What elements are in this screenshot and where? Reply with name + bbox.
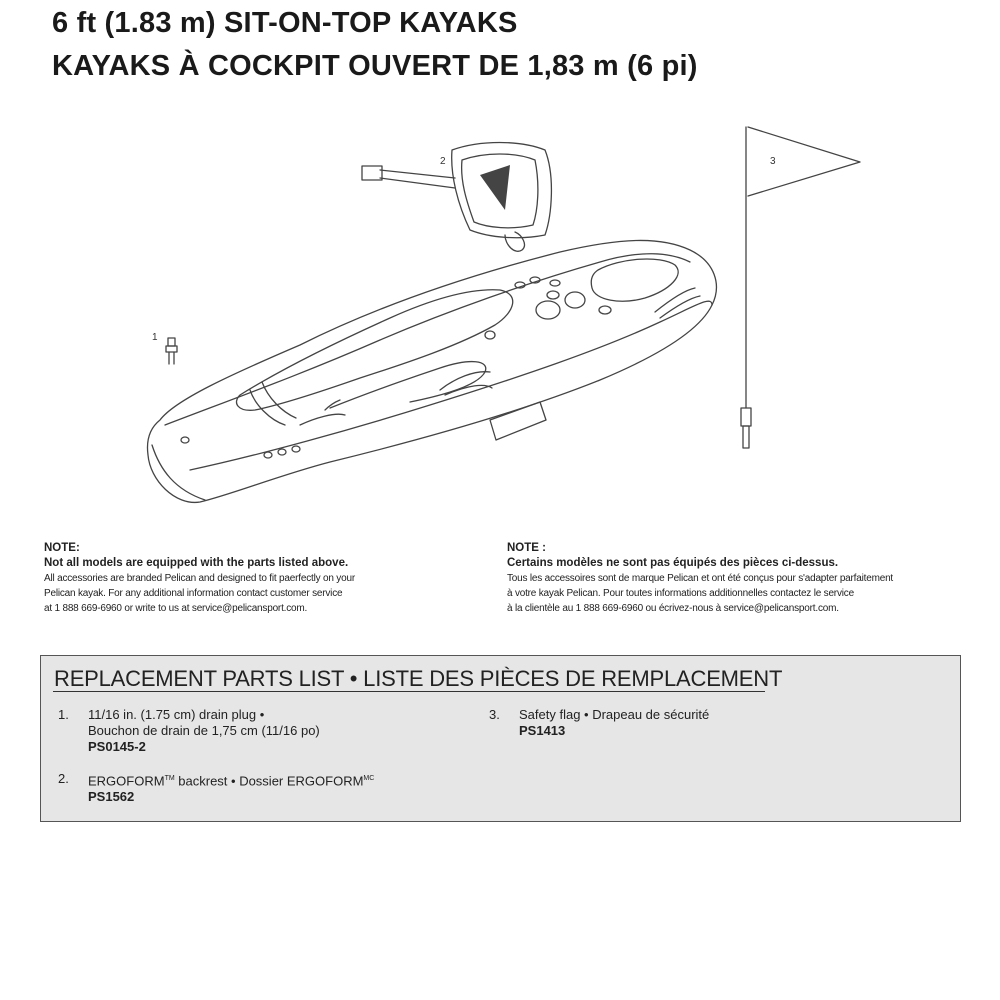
kayak-illustration: [148, 240, 717, 502]
note-line: at 1 888 669-6960 or write to us at service@pelicansport.com.: [44, 603, 308, 614]
note-line: à la clientèle au 1 888 669-6960 ou écrivez-nous à service@pelicansport.com.: [507, 603, 839, 614]
note-english: [44, 541, 424, 616]
part-description-fr: Bouchon de drain de 1,75 cm (11/16 po): [88, 723, 320, 738]
note-bold-line: Certains modèles ne sont pas équipés des pièces ci-dessus.: [507, 557, 839, 569]
part-number: 3.: [489, 707, 500, 722]
parts-list-title: REPLACEMENT PARTS LIST • LISTE DES PIÈCES DE REMPLACEMENT: [54, 666, 783, 691]
part-description: Safety flag • Drapeau de sécurité: [519, 707, 710, 722]
part-number: 2.: [58, 771, 69, 786]
title-french: KAYAKS À COCKPIT OUVERT DE 1,83 m (6 pi): [52, 50, 698, 82]
title-underline: [53, 691, 765, 692]
part-code: PS1562: [88, 789, 135, 805]
backrest-illustration: [362, 143, 551, 252]
callout-1: 1: [152, 332, 158, 343]
note-line: Pelican kayak. For any additional information contact customer service: [44, 588, 343, 599]
note-line: All accessories are branded Pelican and designed to fit paerfectly on your: [44, 573, 355, 584]
part-description: 11/16 in. (1.75 cm) drain plug •: [88, 707, 265, 722]
safety-flag-illustration: [741, 127, 860, 448]
note-heading: NOTE:: [44, 542, 80, 554]
replacement-parts-list: [40, 655, 961, 822]
part-code: PS1413: [519, 723, 566, 738]
note-bold-line: Not all models are equipped with the parts listed above.: [44, 557, 349, 569]
part-code: PS0145-2: [88, 739, 146, 754]
part-number: 1.: [58, 707, 69, 722]
note-french: [507, 541, 947, 616]
note-heading: NOTE :: [507, 542, 546, 554]
title-english: 6 ft (1.83 m) SIT-ON-TOP KAYAKS: [52, 7, 518, 39]
drain-plug-illustration: [166, 338, 177, 364]
callout-2: 2: [440, 156, 446, 167]
callout-3: 3: [770, 156, 776, 167]
part-description: ERGOFORM™ backrest • Dossier $ERGOFORM^{MC}$: [88, 773, 375, 789]
note-line: Tous les accessoires sont de marque Pelican et ont été conçus pour s'adapter parfaitement: [507, 573, 894, 584]
note-line: à votre kayak Pelican. Pour toutes informations additionnelles contactez le service: [507, 588, 854, 599]
kayak-parts-diagram: [0, 115, 1000, 535]
